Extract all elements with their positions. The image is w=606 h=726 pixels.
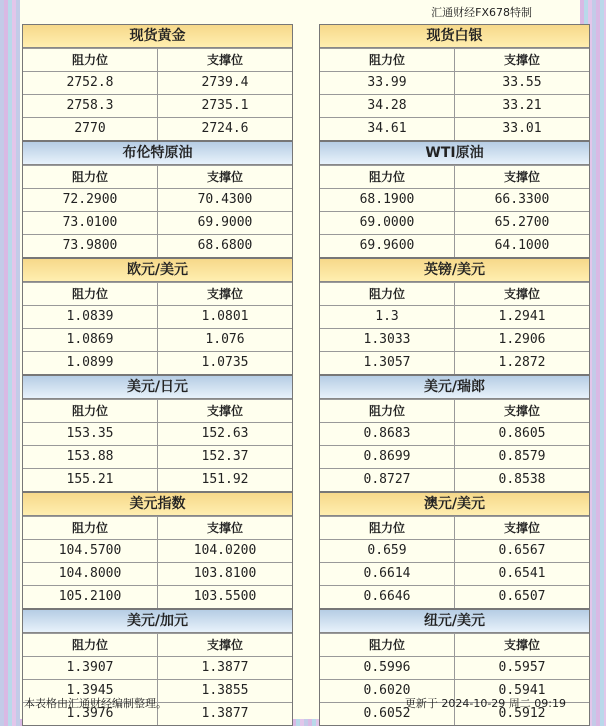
support-value: 66.3300: [454, 189, 589, 211]
block-title: 美元/加元: [23, 610, 292, 633]
support-value: 0.5941: [454, 680, 589, 702]
table-row: [320, 468, 589, 491]
support-value: 0.6541: [454, 563, 589, 585]
resistance-value: 69.0000: [359, 215, 415, 230]
support-value: 33.55: [454, 72, 589, 94]
support-header: 支撑位: [157, 634, 292, 656]
support-value: 33.01: [454, 118, 589, 140]
resistance-value: 0.5996: [363, 660, 411, 675]
support-header: 支撑位: [157, 400, 292, 422]
resistance-value: 33.99: [367, 75, 407, 90]
table-row: [320, 328, 589, 351]
resistance-value: 2770: [74, 121, 106, 136]
resistance-value: 155.21: [66, 472, 114, 487]
block-title: 美元/瑞郎: [320, 376, 589, 399]
resistance-value: 69.9600: [359, 238, 415, 253]
resistance-value: 0.8727: [363, 472, 411, 487]
block-usd-jpy: [22, 375, 293, 492]
resistance-header: 阻力位: [71, 638, 108, 652]
resistance-value: 0.8699: [363, 449, 411, 464]
table-row: [23, 562, 292, 585]
block-dollar-index: [22, 492, 293, 609]
support-header: 支撑位: [157, 283, 292, 305]
resistance-value: 1.3057: [363, 355, 411, 370]
block-usd-chf: [319, 375, 590, 492]
support-value: 1.076: [157, 329, 292, 351]
resistance-header: 阻力位: [368, 53, 405, 67]
support-value: 68.6800: [157, 235, 292, 257]
resistance-header: 阻力位: [71, 170, 108, 184]
table-row: [320, 117, 589, 140]
resistance-header: 阻力位: [368, 638, 405, 652]
table-row: [320, 188, 589, 211]
header-row: [23, 399, 292, 422]
resistance-value: 72.2900: [62, 192, 118, 207]
resistance-value: 0.6614: [363, 566, 411, 581]
levels-panel: [20, 0, 580, 719]
support-value: 104.0200: [157, 540, 292, 562]
support-value: 0.8538: [454, 469, 589, 491]
block-title: 欧元/美元: [23, 259, 292, 282]
resistance-value: 0.8683: [363, 426, 411, 441]
support-value: 2739.4: [157, 72, 292, 94]
resistance-header: 阻力位: [71, 521, 108, 535]
resistance-header: 阻力位: [368, 287, 405, 301]
table-row: [320, 351, 589, 374]
table-row: [23, 305, 292, 328]
block-title: 美元指数: [23, 493, 292, 516]
support-value: 70.4300: [157, 189, 292, 211]
resistance-value: 2758.3: [66, 98, 114, 113]
support-header: 支撑位: [157, 49, 292, 71]
support-header: 支撑位: [454, 517, 589, 539]
support-value: 0.6507: [454, 586, 589, 608]
support-value: 69.9000: [157, 212, 292, 234]
table-row: [320, 71, 589, 94]
table-row: [23, 117, 292, 140]
table-row: [23, 468, 292, 491]
support-value: 1.3877: [157, 703, 292, 725]
header-row: [23, 516, 292, 539]
support-value: 64.1000: [454, 235, 589, 257]
resistance-value: 1.3976: [66, 706, 114, 721]
support-header: 支撑位: [157, 517, 292, 539]
resistance-header: 阻力位: [368, 170, 405, 184]
block-spot-silver: [319, 24, 590, 141]
support-header: 支撑位: [454, 400, 589, 422]
table-row: [23, 539, 292, 562]
block-wti-oil: [319, 141, 590, 258]
support-value: 1.3877: [157, 657, 292, 679]
support-value: 151.92: [157, 469, 292, 491]
support-header: 支撑位: [157, 166, 292, 188]
resistance-value: 1.3945: [66, 683, 114, 698]
header-row: [23, 48, 292, 71]
table-row: [23, 94, 292, 117]
block-title: 美元/日元: [23, 376, 292, 399]
support-header: 支撑位: [454, 634, 589, 656]
header-row: [320, 633, 589, 656]
support-value: 1.2941: [454, 306, 589, 328]
support-value: 0.6567: [454, 540, 589, 562]
table-row: [320, 539, 589, 562]
header-row: [320, 165, 589, 188]
table-row: [23, 656, 292, 679]
block-title: 澳元/美元: [320, 493, 589, 516]
footer: [24, 694, 574, 714]
resistance-value: 1.0839: [66, 309, 114, 324]
support-value: 65.2700: [454, 212, 589, 234]
block-aud-usd: [319, 492, 590, 609]
support-header: 支撑位: [454, 166, 589, 188]
header-row: [23, 633, 292, 656]
table-row: [320, 305, 589, 328]
brand-label: 汇通财经FX678特制: [431, 6, 532, 19]
block-title: 纽元/美元: [320, 610, 589, 633]
table-row: [320, 234, 589, 257]
block-title: 现货白银: [320, 25, 589, 48]
levels-grid: [22, 24, 576, 726]
support-value: 1.0801: [157, 306, 292, 328]
block-title: WTI原油: [320, 142, 589, 165]
support-value: 1.0735: [157, 352, 292, 374]
support-value: 2735.1: [157, 95, 292, 117]
block-title: 布伦特原油: [23, 142, 292, 165]
support-value: 152.63: [157, 423, 292, 445]
resistance-value: 34.61: [367, 121, 407, 136]
header-row: [320, 399, 589, 422]
support-value: 0.8605: [454, 423, 589, 445]
resistance-value: 153.88: [66, 449, 114, 464]
table-row: [320, 585, 589, 608]
resistance-header: 阻力位: [368, 404, 405, 418]
resistance-header: 阻力位: [71, 404, 108, 418]
table-row: [23, 234, 292, 257]
support-value: 1.3855: [157, 680, 292, 702]
resistance-value: 2752.8: [66, 75, 114, 90]
resistance-value: 104.8000: [58, 566, 122, 581]
resistance-value: 1.3907: [66, 660, 114, 675]
support-value: 0.5912: [454, 703, 589, 725]
header-row: [320, 282, 589, 305]
table-row: [23, 71, 292, 94]
support-header: 支撑位: [454, 49, 589, 71]
table-row: [320, 445, 589, 468]
resistance-value: 105.2100: [58, 589, 122, 604]
header-row: [23, 165, 292, 188]
resistance-value: 0.6646: [363, 589, 411, 604]
support-value: 103.8100: [157, 563, 292, 585]
header-row: [320, 516, 589, 539]
resistance-value: 73.9800: [62, 238, 118, 253]
support-value: 33.21: [454, 95, 589, 117]
support-value: 0.5957: [454, 657, 589, 679]
resistance-value: 104.5700: [58, 543, 122, 558]
block-title: 现货黄金: [23, 25, 292, 48]
block-eur-usd: [22, 258, 293, 375]
table-row: [23, 445, 292, 468]
table-row: [23, 351, 292, 374]
table-row: [23, 211, 292, 234]
table-row: [23, 422, 292, 445]
table-row: [320, 656, 589, 679]
resistance-header: 阻力位: [71, 287, 108, 301]
support-value: 2724.6: [157, 118, 292, 140]
block-brent-oil: [22, 141, 293, 258]
support-value: 1.2872: [454, 352, 589, 374]
support-header: 支撑位: [454, 283, 589, 305]
resistance-value: 1.0869: [66, 332, 114, 347]
table-row: [23, 328, 292, 351]
support-value: 103.5500: [157, 586, 292, 608]
resistance-value: 0.6052: [363, 706, 411, 721]
resistance-value: 0.659: [367, 543, 407, 558]
resistance-value: 1.3033: [363, 332, 411, 347]
resistance-value: 34.28: [367, 98, 407, 113]
resistance-value: 68.1900: [359, 192, 415, 207]
footer-note: 本表格由汇通财经编制整理。: [24, 697, 167, 710]
header-row: [23, 282, 292, 305]
table-row: [320, 211, 589, 234]
resistance-value: 153.35: [66, 426, 114, 441]
table-row: [320, 422, 589, 445]
table-row: [23, 585, 292, 608]
header-row: [320, 48, 589, 71]
update-timestamp: 更新于 2024-10-29 周二 09:19: [404, 697, 566, 710]
table-row: [23, 188, 292, 211]
resistance-header: 阻力位: [368, 521, 405, 535]
support-value: 1.2906: [454, 329, 589, 351]
table-row: [320, 562, 589, 585]
resistance-value: 1.0899: [66, 355, 114, 370]
block-title: 英镑/美元: [320, 259, 589, 282]
block-gbp-usd: [319, 258, 590, 375]
resistance-value: 0.6020: [363, 683, 411, 698]
block-spot-gold: [22, 24, 293, 141]
resistance-value: 1.3: [375, 309, 399, 324]
resistance-value: 73.0100: [62, 215, 118, 230]
support-value: 0.8579: [454, 446, 589, 468]
support-value: 152.37: [157, 446, 292, 468]
resistance-header: 阻力位: [71, 53, 108, 67]
table-row: [320, 94, 589, 117]
